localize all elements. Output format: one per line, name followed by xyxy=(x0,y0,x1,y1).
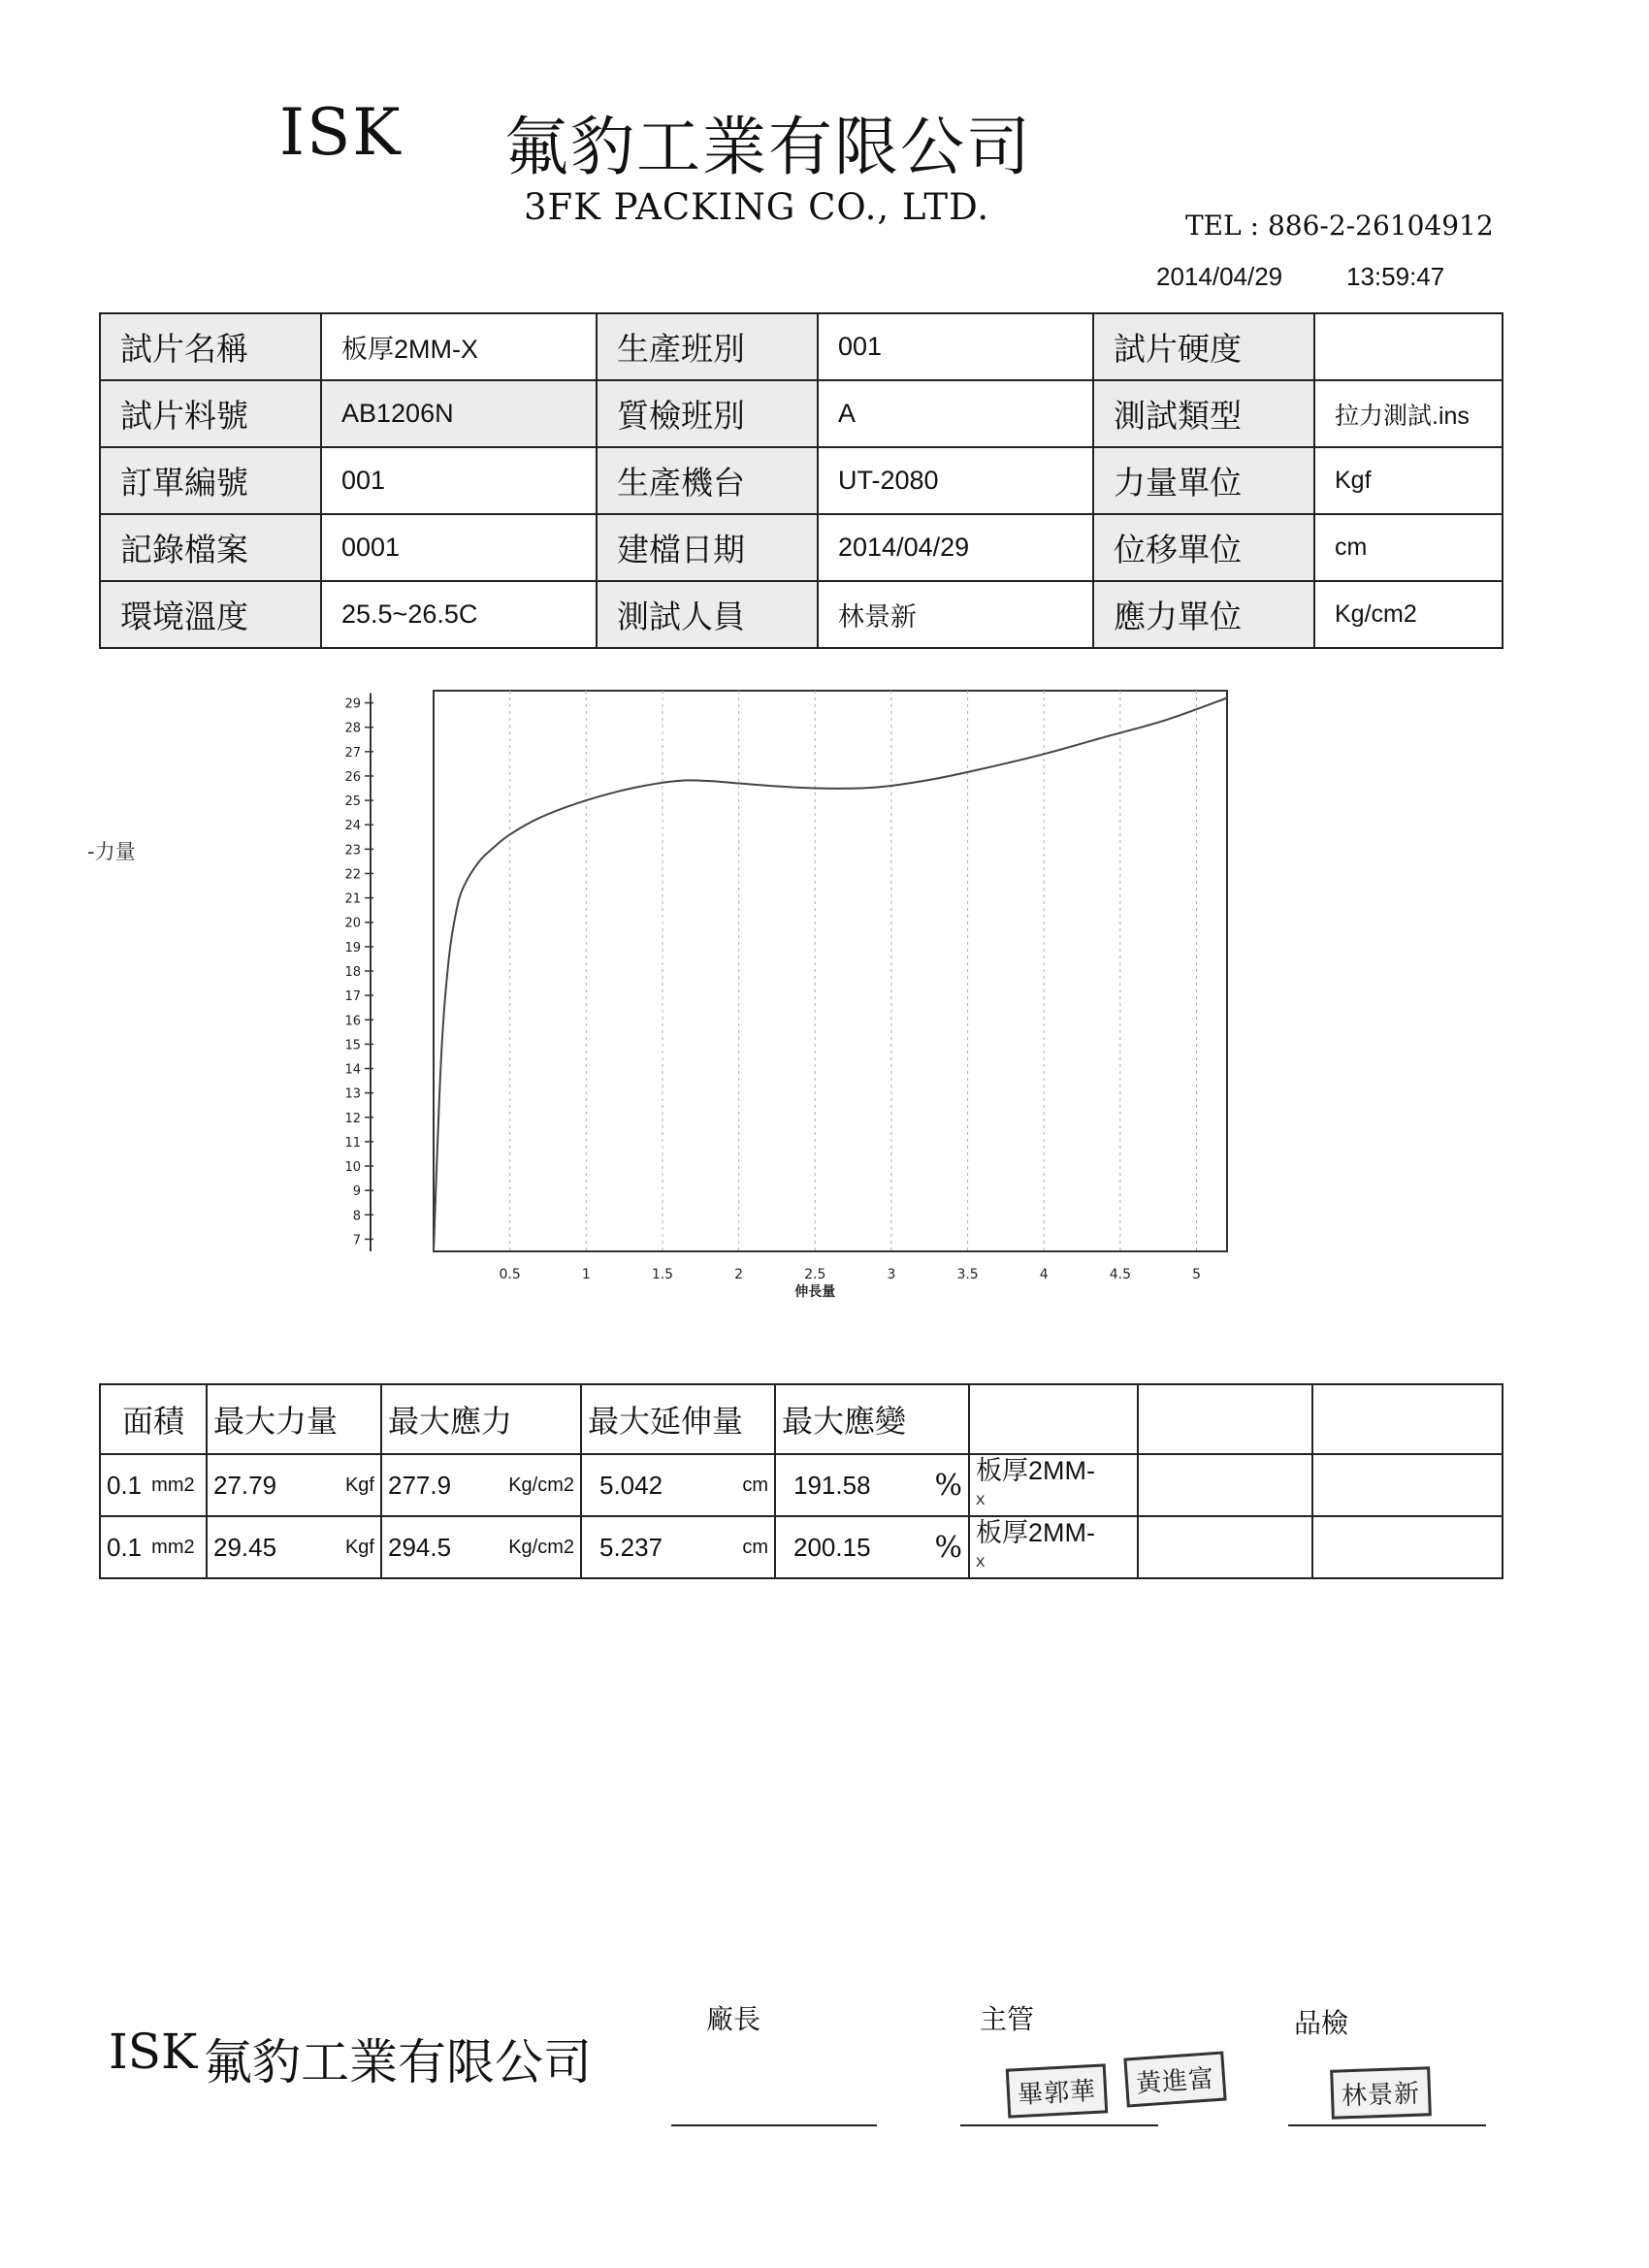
empty-cell xyxy=(1312,1516,1503,1578)
max-force-cell-content xyxy=(213,1471,374,1501)
x-tick-label: 4 xyxy=(1039,1267,1049,1282)
info-label: 試片硬度 xyxy=(1093,313,1314,380)
max-strain-unit: % xyxy=(934,1530,962,1565)
info-value: Kg/cm2 xyxy=(1314,581,1503,648)
info-row xyxy=(100,447,1503,514)
max-force-cell-content xyxy=(213,1533,374,1563)
spec-label-line1: 板厚2MM- xyxy=(976,1518,1095,1547)
spec-label xyxy=(976,1458,1095,1512)
company-name-en: 3FK PACKING CO., LTD. xyxy=(524,186,990,228)
info-label: 生產機台 xyxy=(597,447,818,514)
max-force-cell xyxy=(207,1516,381,1578)
area-cell xyxy=(100,1516,207,1578)
company-brand: ISK xyxy=(279,95,403,170)
info-row xyxy=(100,514,1503,581)
info-value: 林景新 xyxy=(818,581,1093,648)
max-elongation-cell-content xyxy=(588,1471,768,1501)
max-elongation-cell xyxy=(581,1454,775,1516)
inspector-stamp: 林景新 xyxy=(1330,2066,1432,2120)
max-stress-value: 277.9 xyxy=(388,1470,452,1500)
results-header-cell: 面積 xyxy=(100,1384,207,1454)
spec-label xyxy=(976,1520,1095,1574)
info-value: 25.5~26.5C xyxy=(321,581,597,648)
y-tick-label: 15 xyxy=(344,1038,361,1053)
y-tick-label: 12 xyxy=(344,1111,361,1126)
results-header-cell: 最大應變 xyxy=(775,1384,969,1454)
info-label: 應力單位 xyxy=(1093,581,1314,648)
info-value xyxy=(1314,313,1503,380)
signature-line-factory-director xyxy=(671,2124,877,2126)
info-label: 測試類型 xyxy=(1093,380,1314,447)
max-stress-cell-content xyxy=(388,1533,574,1563)
empty-cell xyxy=(1312,1454,1503,1516)
max-strain-cell xyxy=(775,1516,969,1578)
footer-company-name: 氟豹工業有限公司 xyxy=(204,2034,592,2090)
signature-label-factory-director: 廠長 xyxy=(706,2003,761,2035)
x-tick-label: 2 xyxy=(734,1267,744,1282)
force-elongation-chart xyxy=(301,679,1232,1310)
info-value: cm xyxy=(1314,514,1503,581)
y-tick-label: 19 xyxy=(344,940,361,956)
y-tick-label: 29 xyxy=(344,697,361,712)
y-tick-label: 28 xyxy=(344,721,361,736)
max-strain-cell-content xyxy=(782,1469,962,1503)
x-tick-label: 4.5 xyxy=(1109,1267,1132,1282)
y-tick-label: 21 xyxy=(344,891,361,907)
info-label: 訂單編號 xyxy=(100,447,321,514)
y-tick-label: 26 xyxy=(344,769,361,785)
y-tick-label: 9 xyxy=(352,1184,361,1200)
info-row xyxy=(100,581,1503,648)
results-header-cell xyxy=(1138,1384,1312,1454)
results-table xyxy=(99,1383,1504,1579)
spec-label-line2: X xyxy=(976,1492,986,1507)
max-strain-cell-content xyxy=(782,1531,962,1565)
report-time: 13:59:47 xyxy=(1346,262,1445,291)
report-date: 2014/04/29 xyxy=(1156,262,1283,291)
info-value: 2014/04/29 xyxy=(818,514,1093,581)
info-label: 試片名稱 xyxy=(100,313,321,380)
max-strain-value: 191.58 xyxy=(793,1470,871,1500)
y-tick-label: 23 xyxy=(344,843,361,859)
empty-cell xyxy=(1138,1516,1312,1578)
x-tick-label: 1 xyxy=(581,1267,591,1282)
max-stress-unit: Kg/cm2 xyxy=(508,1536,574,1558)
max-elongation-value: 5.237 xyxy=(599,1532,663,1562)
x-tick-label: 0.5 xyxy=(499,1267,521,1282)
signature-label-supervisor: 主管 xyxy=(980,2003,1035,2035)
y-tick-label: 22 xyxy=(344,867,361,883)
area-value: 0.1 xyxy=(107,1532,143,1562)
y-tick-label: 25 xyxy=(344,794,361,810)
max-elongation-unit: cm xyxy=(742,1536,768,1558)
empty-cell xyxy=(1138,1454,1312,1516)
y-tick-label: 11 xyxy=(344,1135,361,1150)
info-label: 測試人員 xyxy=(597,581,818,648)
max-stress-unit: Kg/cm2 xyxy=(508,1474,574,1496)
force-elongation-curve xyxy=(434,698,1227,1252)
max-stress-cell-content xyxy=(388,1471,574,1501)
results-header-cell: 最大力量 xyxy=(207,1384,381,1454)
max-force-unit: Kgf xyxy=(344,1474,374,1496)
max-stress-value: 294.5 xyxy=(388,1532,452,1562)
info-row xyxy=(100,313,1503,380)
max-force-cell xyxy=(207,1454,381,1516)
specimen-info-table xyxy=(99,312,1504,649)
area-cell xyxy=(100,1454,207,1516)
x-tick-label: 5 xyxy=(1192,1267,1201,1282)
results-header-cell xyxy=(1312,1384,1503,1454)
signature-line-supervisor xyxy=(960,2124,1158,2126)
max-force-value: 29.45 xyxy=(213,1532,277,1562)
y-tick-label: 10 xyxy=(344,1160,361,1176)
y-tick-label: 7 xyxy=(352,1233,361,1248)
spec-cell xyxy=(969,1454,1138,1516)
y-tick-label: 24 xyxy=(344,819,361,834)
y-tick-label: 8 xyxy=(352,1209,361,1224)
results-row xyxy=(100,1516,1503,1578)
max-strain-cell xyxy=(775,1454,969,1516)
info-label: 力量單位 xyxy=(1093,447,1314,514)
max-strain-unit: % xyxy=(934,1468,962,1503)
max-force-unit: Kgf xyxy=(344,1536,374,1558)
max-stress-cell xyxy=(381,1454,581,1516)
max-force-value: 27.79 xyxy=(213,1470,277,1500)
max-stress-cell xyxy=(381,1516,581,1578)
info-value: 拉力測試.ins xyxy=(1314,380,1503,447)
plot-frame xyxy=(434,691,1227,1251)
results-header-cell xyxy=(969,1384,1138,1454)
x-tick-label: 1.5 xyxy=(651,1267,674,1282)
info-row xyxy=(100,380,1503,447)
area-cell-content xyxy=(107,1533,200,1563)
y-tick-label: 17 xyxy=(344,989,361,1005)
area-unit: mm2 xyxy=(151,1474,195,1496)
info-label: 試片料號 xyxy=(100,380,321,447)
max-elongation-unit: cm xyxy=(742,1474,768,1496)
info-value: UT-2080 xyxy=(818,447,1093,514)
supervisor-stamp-1: 畢郭華 xyxy=(1006,2063,1109,2118)
y-axis-side-label: -力量 xyxy=(87,840,136,863)
y-tick-label: 20 xyxy=(344,916,361,931)
spec-label-line2: X xyxy=(976,1554,986,1570)
y-tick-label: 27 xyxy=(344,745,361,761)
footer-brand: ISK xyxy=(109,2024,198,2080)
signature-label-quality-inspection: 品檢 xyxy=(1294,2007,1349,2039)
info-value: 001 xyxy=(818,313,1093,380)
info-value: 001 xyxy=(321,447,597,514)
info-value: A xyxy=(818,380,1093,447)
signature-line-quality-inspection xyxy=(1288,2124,1486,2126)
results-header-cell: 最大延伸量 xyxy=(581,1384,775,1454)
info-value: 板厚2MM-X xyxy=(321,313,597,380)
x-axis-label: 伸長量 xyxy=(794,1284,836,1300)
chart-svg xyxy=(301,679,1232,1310)
area-cell-content xyxy=(107,1471,200,1501)
info-label: 建檔日期 xyxy=(597,514,818,581)
max-strain-value: 200.15 xyxy=(793,1532,871,1562)
max-elongation-cell xyxy=(581,1516,775,1578)
supervisor-stamp-2: 黃進富 xyxy=(1123,2051,1226,2107)
spec-label-line1: 板厚2MM- xyxy=(976,1456,1095,1485)
info-label: 質檢班別 xyxy=(597,380,818,447)
results-header-cell: 最大應力 xyxy=(381,1384,581,1454)
y-tick-label: 13 xyxy=(344,1086,361,1102)
info-value: 0001 xyxy=(321,514,597,581)
info-value: Kgf xyxy=(1314,447,1503,514)
info-label: 生產班別 xyxy=(597,313,818,380)
y-tick-label: 14 xyxy=(344,1062,361,1078)
spec-cell xyxy=(969,1516,1138,1578)
y-tick-label: 18 xyxy=(344,965,361,980)
max-elongation-value: 5.042 xyxy=(599,1470,663,1500)
max-elongation-cell-content xyxy=(588,1533,768,1563)
company-name-zh: 氟豹工業有限公司 xyxy=(504,110,1032,184)
info-label: 環境溫度 xyxy=(100,581,321,648)
results-header-row xyxy=(100,1384,1503,1454)
x-tick-label: 3 xyxy=(887,1267,896,1282)
info-value: AB1206N xyxy=(321,380,597,447)
x-tick-label: 2.5 xyxy=(804,1267,826,1282)
info-label: 位移單位 xyxy=(1093,514,1314,581)
results-row xyxy=(100,1454,1503,1516)
x-tick-label: 3.5 xyxy=(956,1267,979,1282)
y-tick-label: 16 xyxy=(344,1014,361,1029)
area-value: 0.1 xyxy=(107,1470,143,1500)
info-label: 記錄檔案 xyxy=(100,514,321,581)
area-unit: mm2 xyxy=(151,1536,195,1558)
telephone: TEL : 886-2-26104912 xyxy=(1185,210,1494,242)
